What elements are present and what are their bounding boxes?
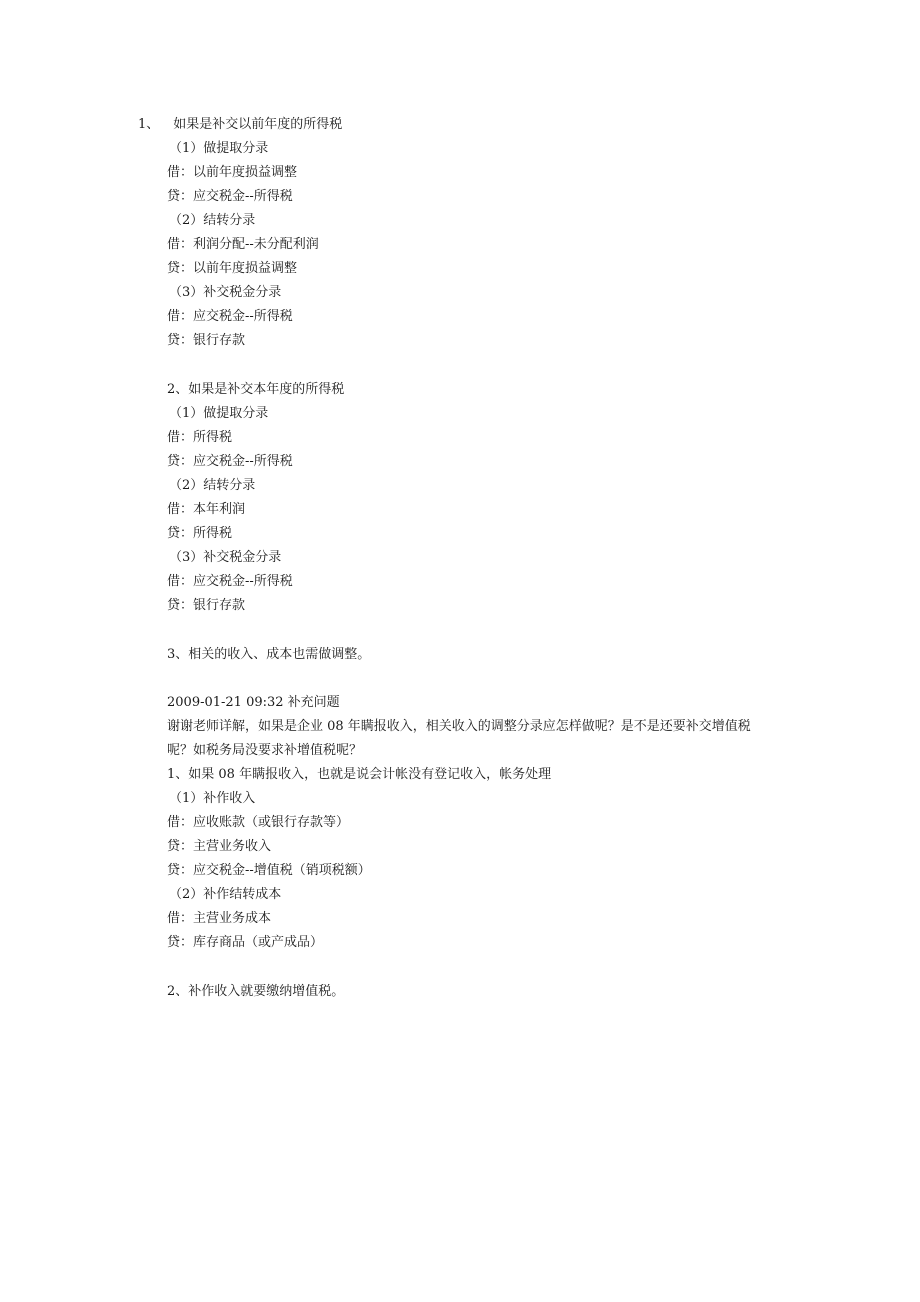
section2-line-3: 贷：应交税金--所得税 <box>167 454 293 469</box>
section2-line-2: 借：所得税 <box>167 430 233 445</box>
section1-line-2: 借：以前年度损益调整 <box>167 165 298 180</box>
supplement-line-6: 借：主营业务成本 <box>167 911 272 926</box>
section2-line-6: 贷：所得税 <box>167 526 233 541</box>
supplement-line-3: 贷：主营业务收入 <box>167 839 272 854</box>
supplement-timestamp-title: 2009-01-21 09:32 补充问题 <box>167 695 340 710</box>
section1-line-7: （3）补交税金分录 <box>169 285 282 300</box>
supplement-question-line-2: 呢？如税务局没要求补增值税呢？ <box>167 743 363 758</box>
section1-line-3: 贷：应交税金--所得税 <box>167 189 293 204</box>
section3-text: 3、相关的收入、成本也需做调整。 <box>167 647 371 662</box>
section1-line-6: 贷：以前年度损益调整 <box>167 261 298 276</box>
section2-line-1: （1）做提取分录 <box>169 406 269 421</box>
section2-line-9: 贷：银行存款 <box>167 598 246 613</box>
supplement-final: 2、补作收入就要缴纳增值税。 <box>167 984 345 999</box>
section2-line-8: 借：应交税金--所得税 <box>167 574 293 589</box>
section1-line-1: （1）做提取分录 <box>169 141 269 156</box>
section1-heading-text: 如果是补交以前年度的所得税 <box>173 117 343 132</box>
section2-heading: 2、如果是补交本年度的所得税 <box>167 382 345 397</box>
supplement-line-1: （1）补作收入 <box>169 791 256 806</box>
section1-heading <box>138 117 342 133</box>
supplement-line-7: 贷：库存商品（或产成品） <box>167 935 324 950</box>
section1-line-9: 贷：银行存款 <box>167 333 246 348</box>
supplement-question-line-1: 谢谢老师详解，如果是企业 08 年瞒报收入，相关收入的调整分录应怎样做呢？是不是还要补交增值税 <box>167 719 751 734</box>
supplement-line-2: 借：应收账款（或银行存款等） <box>167 815 350 830</box>
section2-line-4: （2）结转分录 <box>169 478 256 493</box>
supplement-line-4: 贷：应交税金--增值税（销项税额） <box>167 863 371 878</box>
section1-line-5: 借：利润分配--未分配利润 <box>167 237 319 252</box>
section1-heading-number: 1、 <box>138 117 160 132</box>
supplement-answer-heading: 1、如果 08 年瞒报收入，也就是说会计帐没有登记收入，帐务处理 <box>167 767 552 782</box>
supplement-line-5: （2）补作结转成本 <box>169 887 282 902</box>
section1-line-8: 借：应交税金--所得税 <box>167 309 293 324</box>
section2-line-7: （3）补交税金分录 <box>169 550 282 565</box>
section1-line-4: （2）结转分录 <box>169 213 256 228</box>
section2-line-5: 借：本年利润 <box>167 502 246 517</box>
